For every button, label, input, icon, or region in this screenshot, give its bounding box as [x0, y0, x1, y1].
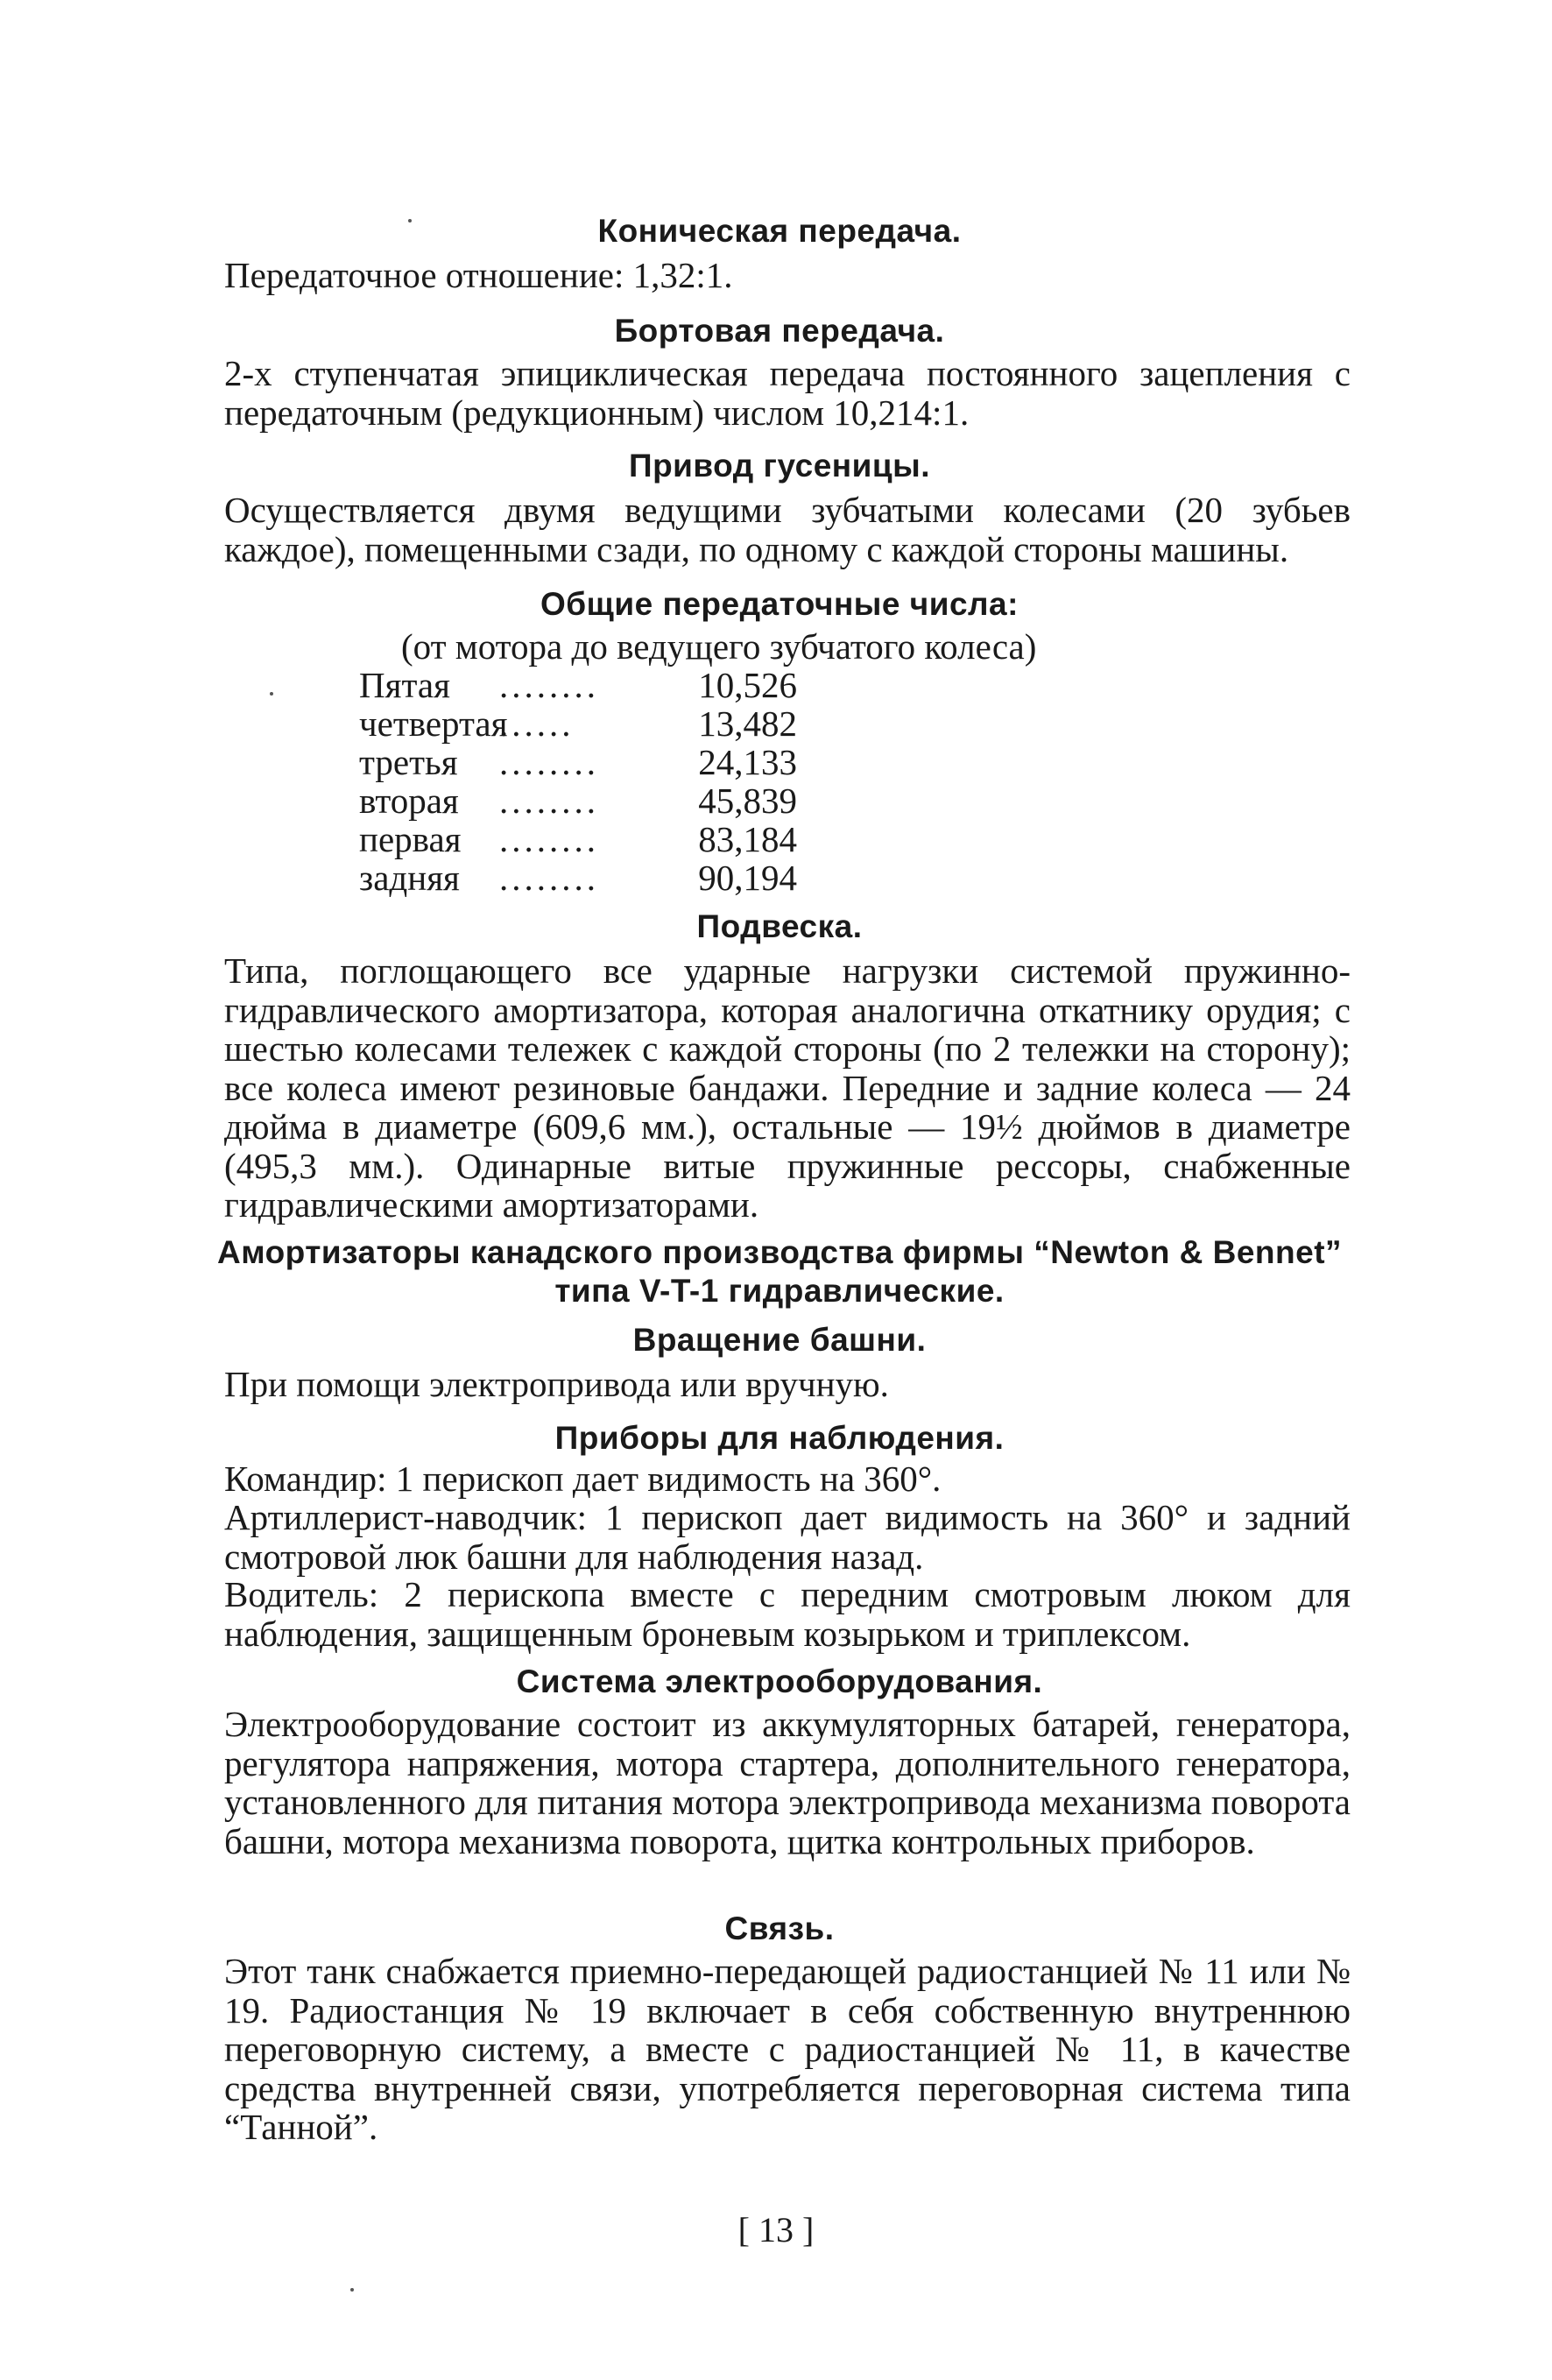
ratio-value: 90,194	[698, 858, 797, 898]
heading-shock-absorbers-line2: типа V-T-1 гидравлические.	[554, 1273, 1005, 1309]
ratio-leader-dots: ......	[499, 704, 575, 743]
vision-gunner-text: Артиллерист-наводчик: 1 перископ дает видимость на 360° и задний смотровой люк башни для наблюдения назад.	[224, 1497, 1351, 1577]
ratio-leader-dots: ........	[499, 858, 599, 897]
ratio-gear-label: первая	[359, 819, 462, 859]
electrical-system-text: Электрооборудование состоит из аккумуляторных батарей, генератора, регулятора напряжения, мотора стартера, дополнительного генератора, установленного для питания мотора электропривода механизма поворота башни, мотора механизма поворота, щитка контрольных приборов.	[224, 1704, 1351, 1861]
ratio-value: 10,526	[698, 665, 797, 705]
heading-turret-rotation: Вращение башни.	[632, 1322, 927, 1358]
ratio-row	[359, 781, 850, 820]
ratio-leader-dots: ........	[499, 743, 599, 781]
heading-shock-absorbers-line1: Амортизаторы канадского производства фирмы “Newton & Bennet”	[216, 1234, 1343, 1270]
heading-track-drive: Привод гусеницы.	[628, 448, 931, 484]
ratio-gear-label: Пятая	[359, 665, 450, 705]
ratio-value: 83,184	[698, 819, 797, 859]
ratio-leader-dots: ........	[499, 666, 599, 704]
scan-speck	[350, 2288, 354, 2292]
bevel-gear-ratio-text: Передаточное отношение: 1,32:1.	[224, 255, 733, 295]
heading-electrical-system: Система электрооборудования.	[516, 1663, 1043, 1699]
ratio-leader-dots: ........	[499, 820, 599, 858]
ratio-gear-label: задняя	[359, 858, 460, 898]
ratio-value: 45,839	[698, 780, 797, 821]
communication-text: Этот танк снабжается приемно-передающей радиостанцией № 11 или № 19. Радиостанция № 19 включает в себя собственную внутреннюю переговорную систему, а вместе с радиостанцией № 11, в качестве средства внутренней связи, употребляется переговорная система типа “Танной”.	[224, 1951, 1351, 2147]
ratio-row	[359, 820, 850, 858]
ratio-gear-label: третья	[359, 742, 458, 782]
final-drive-text: 2-х ступенчатая эпициклическая передача постоянного зацепления с передаточным (редукционным) числом 10,214:1.	[224, 353, 1351, 433]
ratio-value: 13,482	[698, 703, 797, 744]
track-drive-text: Осуществляется двумя ведущими зубчатыми колесами (20 зубьев каждое), помещенными сзади, по одному с каждой стороны машины.	[224, 490, 1351, 569]
ratio-gear-label: четвертая	[359, 703, 508, 744]
vision-driver-text: Водитель: 2 перископа вместе с передним смотровым люком для наблюдения, защищенным броневым козырьком и триплексом.	[224, 1574, 1351, 1654]
page-number: [ 13 ]	[737, 2210, 815, 2249]
ratio-row	[359, 858, 850, 897]
scan-speck	[408, 219, 412, 222]
overall-ratios-subtitle: (от мотора до ведущего зубчатого колеса)	[401, 626, 1037, 667]
ratio-row	[359, 704, 850, 743]
suspension-text: Типа, поглощающего все ударные нагрузки системой пружинно-гидравлического амортизатора, которая аналогична откатнику орудия; с шестью колесами тележек с каждой стороны (по 2 тележки на сторону); все колеса имеют резиновые бандажи. Передние и задние колеса — 24 дюйма в диаметре (609,6 мм.), остальные — 19½ дюймов в диаметре (495,3 мм.). Одинарные витые пружинные рессоры, снабженные гидравлическими амортизаторами.	[224, 950, 1351, 1225]
ratio-gear-label: вторая	[359, 780, 459, 821]
heading-overall-ratios: Общие передаточные числа:	[540, 586, 1019, 622]
heading-communication: Связь.	[724, 1910, 835, 1946]
ratio-leader-dots: ........	[499, 781, 599, 820]
ratio-row	[359, 743, 850, 781]
scan-speck	[270, 692, 273, 696]
heading-final-drive: Бортовая передача.	[614, 313, 945, 349]
ratio-value: 24,133	[698, 742, 797, 782]
turret-rotation-text: При помощи электропривода или вручную.	[224, 1364, 889, 1404]
vision-commander-text: Командир: 1 перископ дает видимость на 360°.	[224, 1458, 942, 1499]
heading-bevel-gear: Коническая передача.	[597, 213, 962, 249]
ratio-row	[359, 666, 850, 704]
heading-vision-devices: Приборы для наблюдения.	[554, 1420, 1005, 1456]
heading-suspension: Подвеска.	[696, 908, 863, 944]
